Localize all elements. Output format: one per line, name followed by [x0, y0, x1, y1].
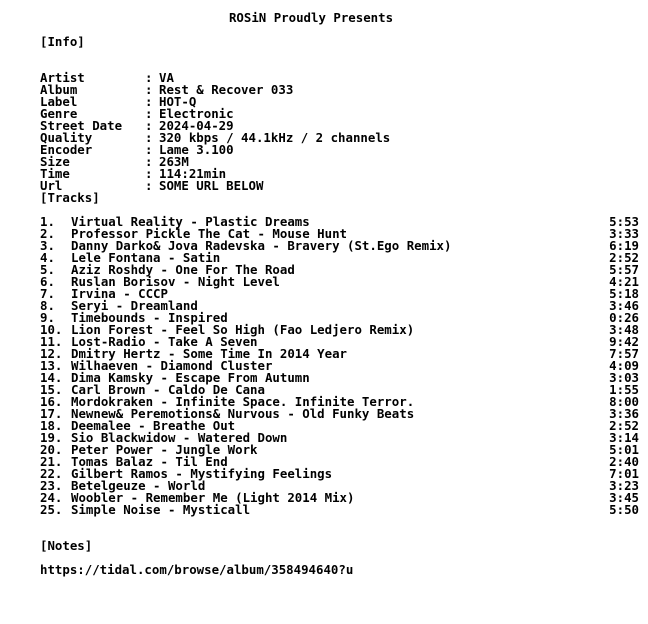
track-number: 20.	[40, 442, 63, 457]
track-title: Gilbert Ramos - Mystifying Feelings	[71, 466, 333, 481]
track-number: 21.	[40, 454, 63, 469]
track-number: 17.	[40, 406, 63, 421]
track-duration: 3:46	[609, 298, 639, 313]
info-separator: :	[145, 130, 153, 145]
notes-section-header: [Notes]	[40, 538, 93, 553]
info-key: Encoder	[40, 142, 93, 157]
track-number: 14.	[40, 370, 63, 385]
track-title: Lost-Radio - Take A Seven	[71, 334, 258, 349]
track-title: Newnew& Peremotions& Nurvous - Old Funky Beats	[71, 406, 415, 421]
track-title: Danny Darko& Jova Radevska - Bravery (St.Ego Remix)	[71, 238, 452, 253]
info-key: Album	[40, 82, 78, 97]
track-title: Carl Brown - Caldo De Cana	[71, 382, 265, 397]
track-duration: 1:55	[609, 382, 639, 397]
track-title: Aziz Roshdy - One For The Road	[71, 262, 295, 277]
track-title: Peter Power - Jungle Work	[71, 442, 258, 457]
track-duration: 3:48	[609, 322, 639, 337]
track-duration: 3:03	[609, 370, 639, 385]
info-row-time	[40, 156, 540, 181]
track-title: Sio Blackwidow - Watered Down	[71, 430, 288, 445]
track-duration: 5:57	[609, 262, 639, 277]
info-value: 263M	[159, 154, 189, 169]
track-duration: 8:00	[609, 394, 639, 409]
track-duration: 4:21	[609, 274, 639, 289]
track-title: Lele Fontana - Satin	[71, 250, 221, 265]
info-value: VA	[159, 70, 174, 85]
track-duration: 3:14	[609, 430, 639, 445]
track-title: Virtual Reality - Plastic Dreams	[71, 214, 310, 229]
info-key: Quality	[40, 130, 93, 145]
info-key: Street Date	[40, 118, 123, 133]
info-key: Genre	[40, 106, 78, 121]
info-separator: :	[145, 118, 153, 133]
info-value: Lame 3.100	[159, 142, 234, 157]
info-separator: :	[145, 178, 153, 193]
info-separator: :	[145, 142, 153, 157]
track-duration: 7:01	[609, 466, 639, 481]
track-title: Timebounds - Inspired	[71, 310, 228, 325]
info-row-album	[40, 72, 540, 97]
info-key: Artist	[40, 70, 85, 85]
info-row-url	[40, 168, 540, 193]
track-duration: 3:36	[609, 406, 639, 421]
track-duration: 2:52	[609, 250, 639, 265]
track-number: 13.	[40, 358, 63, 373]
track-number: 6.	[40, 274, 55, 289]
track-duration: 0:26	[609, 310, 639, 325]
track-number: 24.	[40, 490, 63, 505]
info-value: HOT-Q	[159, 94, 197, 109]
release-title: ROSiN Proudly Presents	[228, 10, 394, 25]
info-value: SOME URL BELOW	[159, 178, 264, 193]
track-duration: 7:57	[609, 346, 639, 361]
track-number: 19.	[40, 430, 63, 445]
info-row-label	[40, 84, 540, 109]
info-value: Rest & Recover 033	[159, 82, 294, 97]
info-value: 114:21min	[159, 166, 227, 181]
track-duration: 9:42	[609, 334, 639, 349]
info-separator: :	[145, 154, 153, 169]
track-duration: 5:18	[609, 286, 639, 301]
info-row-encoder	[40, 132, 540, 157]
track-title: Woobler - Remember Me (Light 2014 Mix)	[71, 490, 355, 505]
track-duration: 5:50	[609, 502, 639, 517]
info-key: Size	[40, 154, 70, 169]
info-section-header: [Info]	[40, 34, 85, 49]
info-separator: :	[145, 82, 153, 97]
track-title: Mordokraken - Infinite Space. Infinite Terror.	[71, 394, 415, 409]
track-title: Ruslan Borisov - Night Level	[71, 274, 280, 289]
info-key: Url	[40, 178, 63, 193]
track-number: 12.	[40, 346, 63, 361]
track-duration: 5:01	[609, 442, 639, 457]
track-number: 9.	[40, 310, 55, 325]
track-number: 23.	[40, 478, 63, 493]
track-title: Lion Forest - Feel So High (Fao Ledjero Remix)	[71, 322, 415, 337]
info-separator: :	[145, 70, 153, 85]
track-title: Irvina - CCCP	[71, 286, 168, 301]
track-number: 1.	[40, 214, 55, 229]
track-title: Wilhaeven - Diamond Cluster	[71, 358, 273, 373]
track-number: 4.	[40, 250, 55, 265]
info-row-genre	[40, 96, 540, 121]
track-duration: 3:33	[609, 226, 639, 241]
track-title: Professor Pickle The Cat - Mouse Hunt	[71, 226, 348, 241]
info-row-size	[40, 144, 540, 169]
info-value: 320 kbps / 44.1kHz / 2 channels	[159, 130, 391, 145]
track-number: 10.	[40, 322, 63, 337]
track-title: Dima Kamsky - Escape From Autumn	[71, 370, 310, 385]
track-number: 2.	[40, 226, 55, 241]
info-row-artist	[40, 60, 540, 85]
track-number: 7.	[40, 286, 55, 301]
track-number: 18.	[40, 418, 63, 433]
track-number: 15.	[40, 382, 63, 397]
track-duration: 6:19	[609, 238, 639, 253]
track-row	[40, 504, 639, 516]
track-title: Tomas Balaz - Til End	[71, 454, 228, 469]
track-duration: 4:09	[609, 358, 639, 373]
track-duration: 2:40	[609, 454, 639, 469]
track-number: 22.	[40, 466, 63, 481]
info-row-quality	[40, 120, 540, 145]
track-duration: 3:23	[609, 478, 639, 493]
track-number: 8.	[40, 298, 55, 313]
info-separator: :	[145, 106, 153, 121]
track-number: 3.	[40, 238, 55, 253]
track-number: 5.	[40, 262, 55, 277]
info-value: 2024-04-29	[159, 118, 234, 133]
track-title: Seryi - Dreamland	[71, 298, 198, 313]
track-title: Simple Noise - Mysticall	[71, 502, 251, 517]
track-duration: 3:45	[609, 490, 639, 505]
track-title: Betelgeuze - World	[71, 478, 206, 493]
info-key: Label	[40, 94, 78, 109]
track-number: 16.	[40, 394, 63, 409]
track-title: Dmitry Hertz - Some Time In 2014 Year	[71, 346, 348, 361]
track-title: Deemalee - Breathe Out	[71, 418, 236, 433]
notes-url: https://tidal.com/browse/album/358494640?u	[40, 562, 354, 577]
track-duration: 5:53	[609, 214, 639, 229]
tracks-section-header: [Tracks]	[40, 190, 100, 205]
info-key: Time	[40, 166, 70, 181]
info-row-street-date	[40, 108, 540, 133]
info-value: Electronic	[159, 106, 234, 121]
track-number: 25.	[40, 502, 63, 517]
info-separator: :	[145, 94, 153, 109]
info-separator: :	[145, 166, 153, 181]
track-duration: 2:52	[609, 418, 639, 433]
track-number: 11.	[40, 334, 63, 349]
